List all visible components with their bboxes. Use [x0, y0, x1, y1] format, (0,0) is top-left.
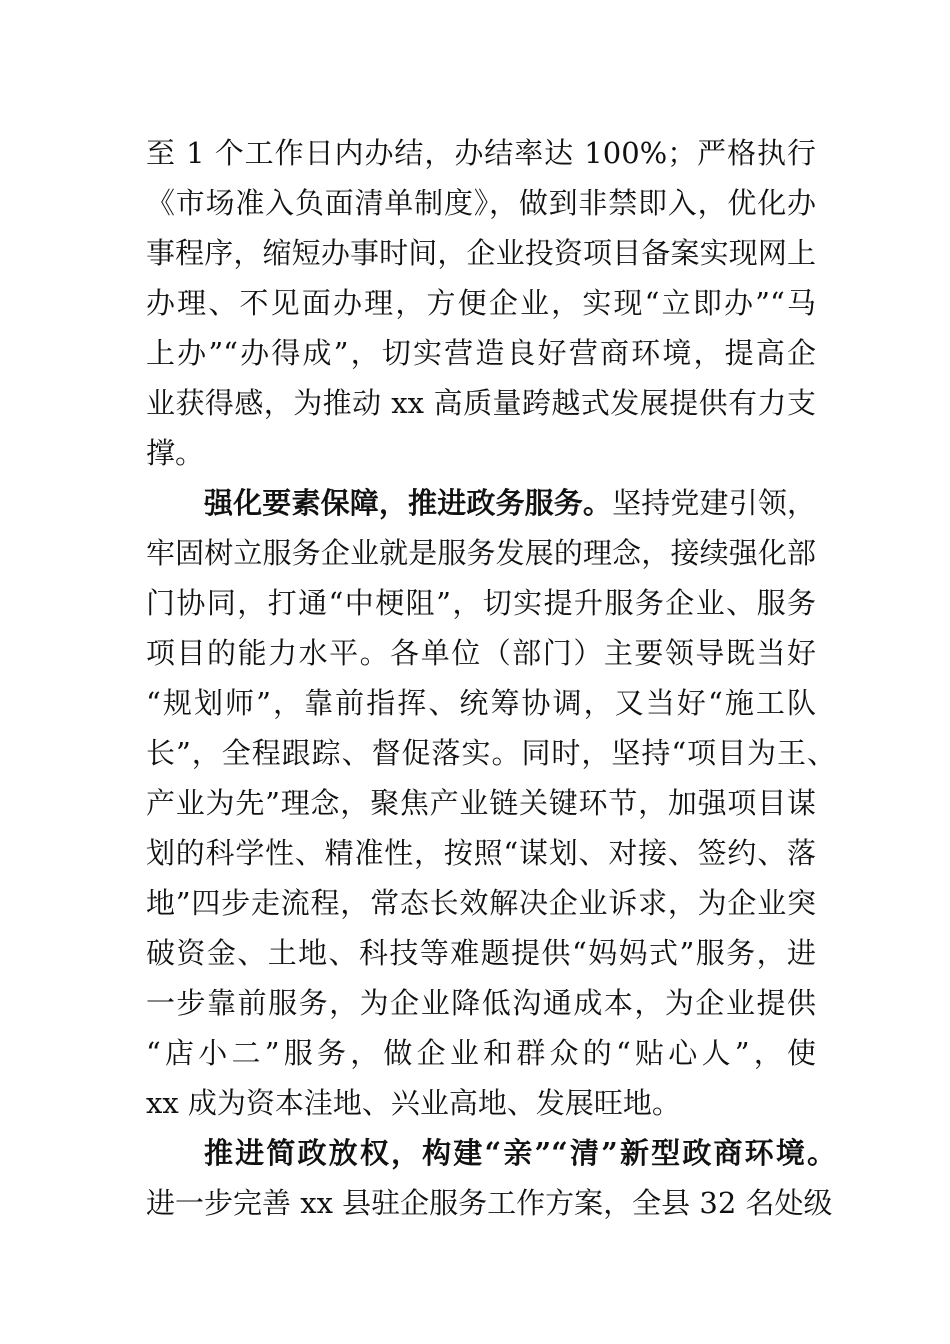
paragraph-2-line-11: 一步靠前服务，为企业降低沟通成本，为企业提供: [146, 986, 816, 1020]
paragraph-3-line-2: 进一步完善 xx 县驻企服务工作方案，全县 32 名处级: [146, 1186, 833, 1220]
paragraph-2-line-13: xx 成为资本洼地、兴业高地、发展旺地。: [146, 1086, 681, 1120]
paragraph-2-line-8: 划的科学性、精准性，按照“谋划、对接、签约、落: [146, 836, 816, 870]
paragraph-2-line-7: 产业为先”理念，聚焦产业链关键环节，加强项目谋: [146, 786, 816, 820]
paragraph-2-line-5: “规划师”，靠前指挥、统筹协调，又当好“施工队: [146, 686, 816, 720]
paragraph-2-line-6: 长”，全程跟踪、督促落实。同时，坚持“项目为王、: [146, 736, 836, 770]
paragraph-1-line-6: 业获得感，为推动 xx 高质量跨越式发展提供有力支: [146, 386, 816, 420]
paragraph-2-first-line-rest: 坚持党建引领，: [612, 486, 816, 520]
paragraph-2-line-2: 牢固树立服务企业就是服务发展的理念，接续强化部: [146, 536, 816, 570]
paragraph-1-line-7: 撑。: [146, 436, 205, 470]
paragraph-1-line-1: 至 1 个工作日内办结，办结率达 100%；严格执行: [146, 136, 816, 170]
paragraph-1-line-5: 上办”“办得成”，切实营造良好营商环境，提高企: [146, 336, 816, 370]
paragraph-2-first-line: [204, 478, 816, 528]
paragraph-3-heading: 推进简政放权，构建“亲”“清”新型政商环境。: [204, 1136, 836, 1170]
paragraph-2-line-9: 地”四步走流程，常态长效解决企业诉求，为企业突: [146, 886, 816, 920]
paragraph-2-line-12: “店小二”服务，做企业和群众的“贴心人”，使: [146, 1036, 816, 1070]
paragraph-1-line-4: 办理、不见面办理，方便企业，实现“立即办”“马: [146, 286, 816, 320]
paragraph-1-line-2: 《市场准入负面清单制度》，做到非禁即入，优化办: [146, 186, 816, 220]
paragraph-2-line-10: 破资金、土地、科技等难题提供“妈妈式”服务，进: [146, 936, 816, 970]
paragraph-2-heading: 强化要素保障，推进政务服务。: [204, 486, 613, 520]
paragraph-2-line-3: 门协同，打通“中梗阻”，切实提升服务企业、服务: [146, 586, 816, 620]
paragraph-1-line-3: 事程序，缩短办事时间，企业投资项目备案实现网上: [146, 236, 816, 270]
paragraph-2-line-4: 项目的能力水平。各单位（部门）主要领导既当好: [146, 636, 816, 670]
